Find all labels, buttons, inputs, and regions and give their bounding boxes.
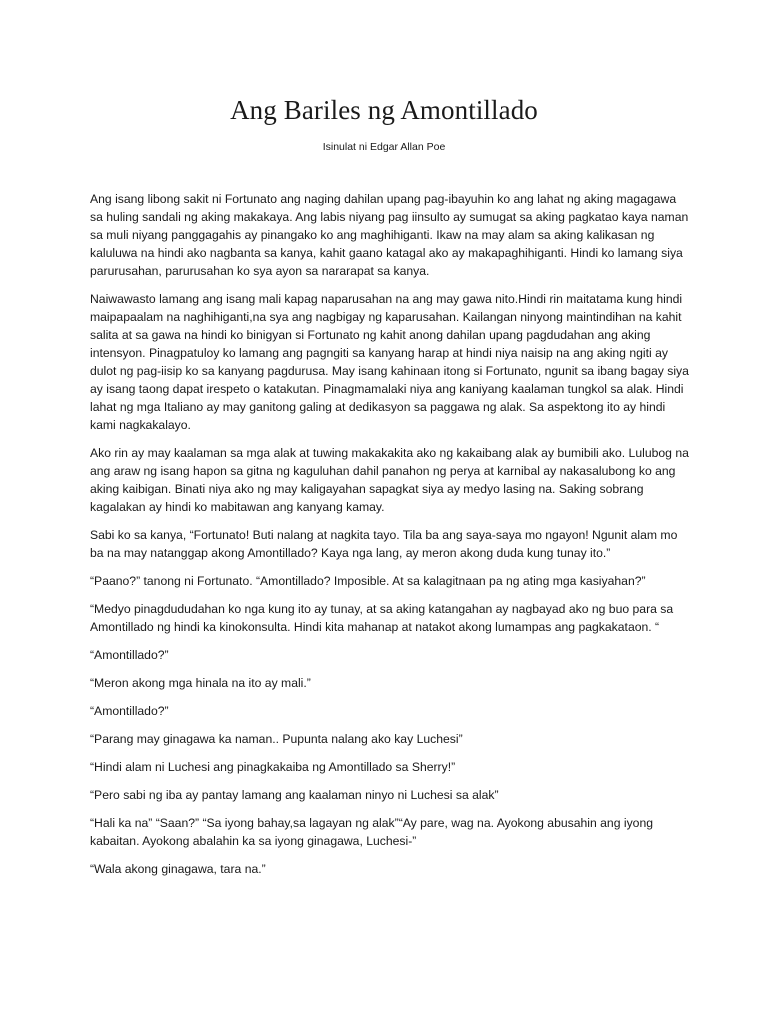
author-byline: Isinulat ni Edgar Allan Poe [322, 141, 446, 153]
paragraph: “Medyo pinagdududahan ko nga kung ito ay tunay, at sa aking katangahan ay nagbayad ako ng buo para sa Amontillado ng hindi ka kinokonsulta. Hindi kita mahanap at natakot akong lumampas ang pagkakataon. “ [90, 602, 674, 634]
paragraph: “Meron akong mga hinala na ito ay mali.” [90, 676, 311, 690]
paragraph: “Hindi alam ni Luchesi ang pinagkakaiba ng Amontillado sa Sherry!” [90, 760, 456, 774]
paragraph: “Hali ka na” “Saan?” “Sa iyong bahay,sa lagayan ng alak”“Ay pare, wag na. Ayokong abusahin ang iyong kabaitan. Ayokong abalahin ka sa iyong ginagawa, Luchesi-” [90, 816, 654, 848]
paragraph: “Pero sabi ng iba ay pantay lamang ang kaalaman ninyo ni Luchesi sa alak” [90, 788, 499, 802]
paragraph: “Wala akong ginagawa, tara na.” [90, 862, 266, 876]
paragraph: Naiwawasto lamang ang isang mali kapag naparusahan na ang may gawa nito.Hindi rin maitatama kung hindi maipapaalam na naghihiganti,na sya ang nagbigay ng kaparusahan. Kailangan ninyong maintindihan na kahit salita at sa gawa na hindi ko binigyan si Fortunato ng kahit anong dahilan upang pagdudahan ang aking intensyon. Pinagpatuloy ko lamang ang pagngiti sa kanyang harap at hindi niya naisip na ang aking ngiti ay dulot ng pag-iisip ko sa kanyang pagdurusa. May isang kahinaan itong si Fortunato, ngunit sa ibang bagay siya ay isang taong dapat irespeto o katakutan. Pinagmamalaki niya ang kaniyang kaalaman tungkol sa alak. Hindi lahat ng mga Italiano ay may ganitong galing at dedikasyon sa paggawa ng alak. Sa aspektong ito ay hindi kami nagkakalayo. [90, 292, 689, 432]
paragraph: Ako rin ay may kaalaman sa mga alak at tuwing makakakita ako ng kakaibang alak ay bumibili ako. Lulubog na ang araw ng isang hapon sa gitna ng kaguluhan dahil panahon ng perya at karnibal ay nakasalubong ko ang aking kaibigan. Binati niya ako ng may kaligayahan sapagkat siya ay medyo lasing na. Saking sobrang kagalakan ay hindi ko mabitawan ang kanyang kamay. [90, 446, 689, 514]
paragraph: Sabi ko sa kanya, “Fortunato! Buti nalang at nagkita tayo. Tila ba ang saya-saya mo ngayon! Ngunit alam mo ba na may natanggap akong Amontillado? Kaya nga lang, ay meron akong duda kung tunay ito.” [90, 528, 678, 560]
document-title: Ang Bariles ng Amontillado [230, 95, 538, 125]
paragraph: “Amontillado?” [90, 704, 169, 718]
paragraph: “Parang may ginagawa ka naman.. Pupunta nalang ako kay Luchesi” [90, 732, 463, 746]
story-body [90, 190, 690, 888]
paragraph: “Amontillado?” [90, 648, 169, 662]
paragraph: “Paano?” tanong ni Fortunato. “Amontillado? Imposible. At sa kalagitnaan pa ng ating mga kasiyahan?” [90, 574, 646, 588]
paragraph: Ang isang libong sakit ni Fortunato ang naging dahilan upang pag-ibayuhin ko ang lahat ng aking magagawa sa huling sandali ng aking makakaya. Ang labis niyang pag iinsulto ay sumugat sa aking pagkatao kaya naman sa muli niyang panggagahis ay pinangako ko ang maghihiganti. Ikaw na may alam sa aking kalikasan ng kaluluwa na hindi ako nagbanta sa kanya, kahit gaano katagal ako ay makapaghihiganti. Hindi ko lamang siya parurusahan, parurusahan ko sya ayon sa nararapat sa kanya. [90, 192, 689, 278]
